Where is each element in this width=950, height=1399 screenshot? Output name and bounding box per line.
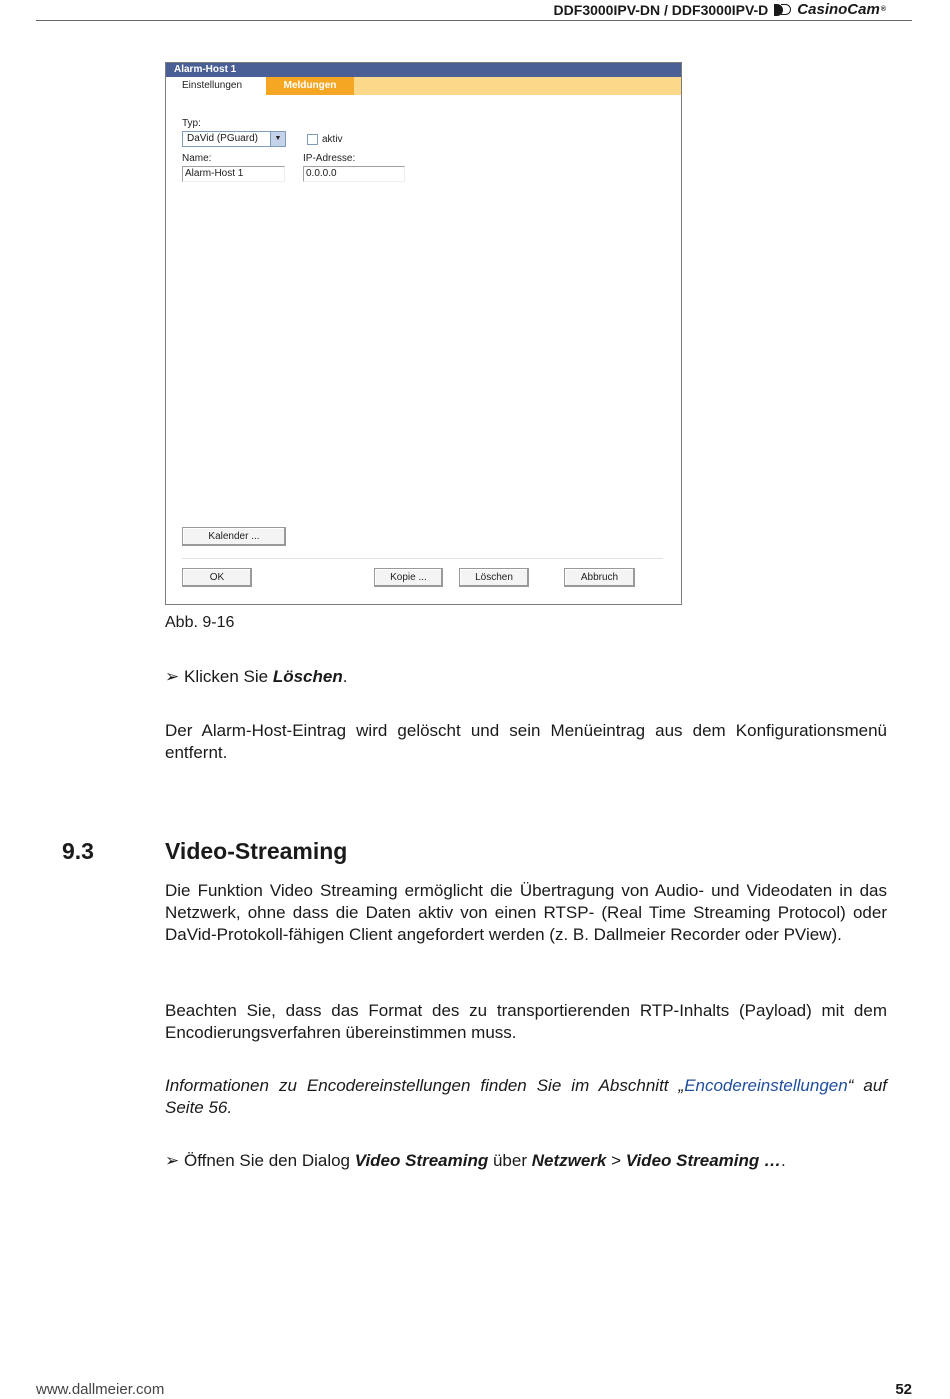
chevron-down-icon[interactable]: ▼ bbox=[270, 132, 285, 146]
section-title: Video-Streaming bbox=[165, 838, 348, 864]
paragraph-deleted: Der Alarm-Host-Eintrag wird gelöscht und sein Menüeintrag aus dem Konfigurationsmenü entfernt. bbox=[165, 721, 887, 762]
header-divider bbox=[36, 20, 912, 21]
tab-meldungen[interactable]: Meldungen bbox=[266, 77, 354, 95]
action-delete: Löschen bbox=[272, 667, 343, 686]
alarm-host-dialog bbox=[165, 62, 682, 605]
ok-button[interactable]: OK bbox=[182, 568, 252, 587]
type-label: Typ: bbox=[182, 118, 201, 129]
brand-name: CasinoCam bbox=[797, 1, 880, 18]
copy-button[interactable]: Kopie ... bbox=[374, 568, 443, 587]
ip-address-field[interactable]: 0.0.0.0 bbox=[303, 166, 405, 182]
registered-mark: ® bbox=[880, 6, 886, 13]
bullet-arrow-icon: ➢ bbox=[165, 1151, 180, 1170]
product-title: DDF3000IPV-DN / DDF3000IPV-D bbox=[553, 1, 769, 18]
dialog-title: Alarm-Host 1 bbox=[174, 64, 237, 75]
instruction-open-dialog: ➢ Öffnen Sie den Dialog Video Streaming über Netzwerk > Video Streaming …. bbox=[165, 1151, 786, 1170]
type-select-value: DaVid (PGuard) bbox=[187, 133, 258, 144]
info-paragraph: Informationen zu Encodereinstellungen finden Sie im Abschnitt „Encodereinstellungen“ auf Seite 56. bbox=[165, 1076, 887, 1117]
brand-logo bbox=[774, 1, 886, 18]
menu-netzwerk: Netzwerk bbox=[531, 1151, 607, 1170]
menu-video-streaming-item: Video Streaming … bbox=[625, 1151, 781, 1170]
tab-einstellungen[interactable]: Einstellungen bbox=[166, 77, 266, 95]
active-label: aktiv bbox=[322, 134, 343, 145]
page-number: 52 bbox=[895, 1381, 912, 1398]
ip-label: IP-Adresse: bbox=[303, 153, 356, 164]
name-field[interactable]: Alarm-Host 1 bbox=[182, 166, 285, 182]
dialog-titlebar bbox=[166, 63, 681, 77]
footer-url: www.dallmeier.com bbox=[36, 1381, 165, 1398]
paragraph-payload: Beachten Sie, dass das Format des zu transportierenden RTP-Inhalts (Payload) mit dem Encodierungsverfahren übereinstimmen muss. bbox=[165, 1001, 887, 1042]
type-select[interactable] bbox=[182, 131, 286, 147]
tab-bar bbox=[166, 77, 681, 95]
name-label: Name: bbox=[182, 153, 212, 164]
section-number: 9.3 bbox=[62, 838, 94, 864]
document-header bbox=[554, 1, 886, 18]
menu-video-streaming: Video Streaming bbox=[354, 1151, 489, 1170]
encoder-settings-link[interactable]: Encodereinstellungen bbox=[684, 1076, 848, 1095]
delete-button[interactable]: Löschen bbox=[459, 568, 529, 587]
button-divider bbox=[182, 558, 663, 559]
paragraph-streaming: Die Funktion Video Streaming ermöglicht die Übertragung von Audio- und Videodaten in das Netzwerk, ohne dass die Daten aktiv von einen RTSP- (Real Time Streaming Protocol) oder DaVid-Protokoll-fähigen Client angefordert werden (z. B. Dallmeier Recorder oder PView). bbox=[165, 881, 887, 944]
bullet-arrow-icon: ➢ bbox=[165, 667, 180, 686]
dallmeier-logo-icon bbox=[774, 4, 794, 16]
instruction-delete: ➢ Klicken Sie Löschen. bbox=[165, 667, 348, 686]
calendar-button[interactable]: Kalender ... bbox=[182, 527, 286, 546]
cancel-button[interactable]: Abbruch bbox=[564, 568, 635, 587]
active-checkbox[interactable] bbox=[307, 134, 318, 145]
figure-caption: Abb. 9-16 bbox=[165, 614, 235, 631]
